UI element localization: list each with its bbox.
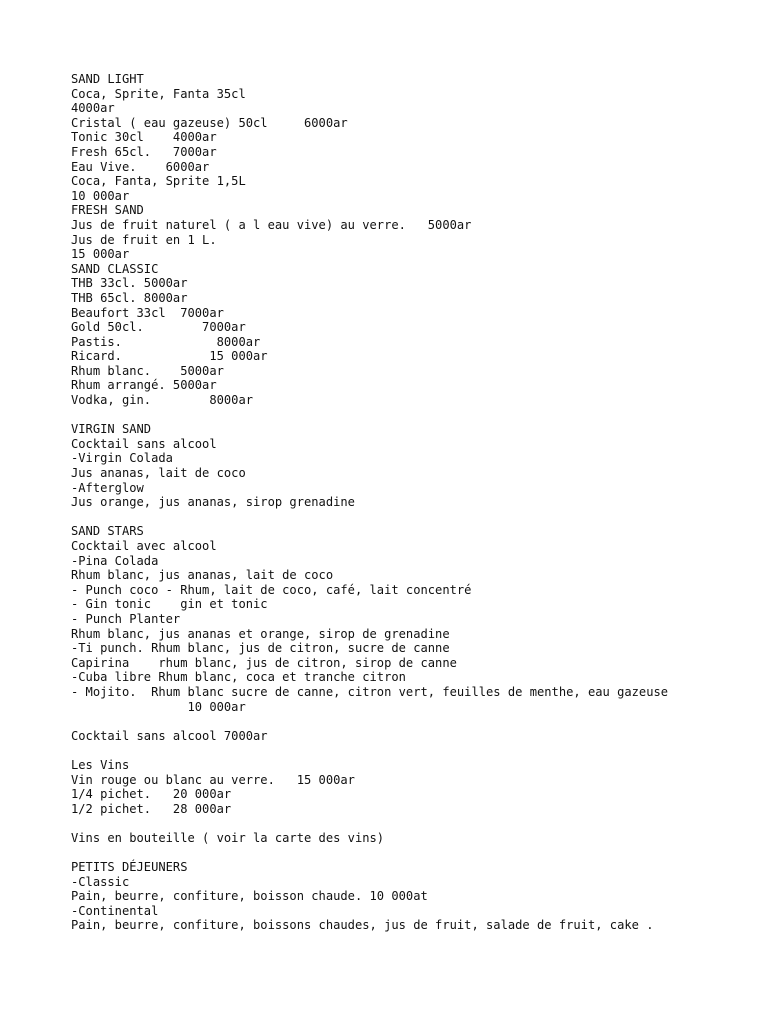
text-line: -Continental [71,903,159,918]
text-line: Rhum arrangé. 5000ar [71,378,217,393]
text-line: Pain, beurre, confiture, boisson chaude. 10 000at [71,889,428,904]
text-line: -Cuba libre Rhum blanc, coca et tranche citron [71,670,406,685]
text-line: 10 000ar [71,699,246,714]
text-line: VIRGIN SAND [71,422,152,437]
text-line: Coca, Fanta, Sprite 1,5L [71,174,246,189]
text-line: 1/2 pichet. 28 000ar [71,801,232,816]
text-line: Jus orange, jus ananas, sirop grenadine [71,495,355,510]
text-line: - Gin tonic gin et tonic [71,597,268,612]
text-line: PETITS DÉJEUNERS [71,860,188,875]
text-line: Vin rouge ou blanc au verre. 15 000ar [71,772,355,787]
blank-line [71,408,761,423]
text-line: THB 33cl. 5000ar [71,276,188,291]
text-line: Eau Vive. 6000ar [71,159,210,174]
text-line: -Afterglow [71,480,144,495]
blank-line [71,816,761,831]
text-line: 15 000ar [71,247,130,262]
text-line: Rhum blanc. 5000ar [71,363,224,378]
blank-line [71,510,761,525]
text-line: Pain, beurre, confiture, boissons chaudes, jus de fruit, salade de fruit, cake . [71,918,654,933]
menu-document [71,72,761,933]
text-line: Cocktail sans alcool [71,436,217,451]
text-line: Rhum blanc, jus ananas et orange, sirop de grenadine [71,626,450,641]
blank-line [71,845,761,860]
text-line: Gold 50cl. 7000ar [71,320,246,335]
text-line: Tonic 30cl 4000ar [71,130,217,145]
blank-line [71,743,761,758]
text-line: Beaufort 33cl 7000ar [71,305,224,320]
text-line: THB 65cl. 8000ar [71,290,188,305]
text-line: -Ti punch. Rhum blanc, jus de citron, sucre de canne [71,641,450,656]
blank-line [71,714,761,729]
text-line: SAND STARS [71,524,144,539]
text-line: Fresh 65cl. 7000ar [71,144,217,159]
text-line: SAND LIGHT [71,72,144,86]
text-line: Cocktail avec alcool [71,539,217,553]
text-line: Les Vins [71,757,130,772]
text-line: Jus ananas, lait de coco [71,466,246,481]
text-line: 4000ar [71,101,115,116]
text-line: Capirina rhum blanc, jus de citron, sirop de canne [71,655,457,670]
text-line: - Mojito. Rhum blanc sucre de canne, citron vert, feuilles de menthe, eau gazeuse [71,684,669,699]
text-line: - Punch Planter [71,611,181,626]
text-line: Cristal ( eau gazeuse) 50cl 6000ar [71,115,348,130]
text-line: Pastis. 8000ar [71,334,261,349]
text-line: -Virgin Colada [71,451,173,466]
text-line: -Pina Colada [71,553,159,568]
text-line: Vins en bouteille ( voir la carte des vins) [71,830,385,845]
text-line: Coca, Sprite, Fanta 35cl [71,86,246,101]
text-line: Jus de fruit en 1 L. [71,232,217,247]
text-line: -Classic [71,874,130,889]
text-line: Vodka, gin. 8000ar [71,393,254,408]
text-line: 1/4 pichet. 20 000ar [71,787,232,802]
text-line: FRESH SAND [71,203,144,218]
text-line: Jus de fruit naturel ( a l eau vive) au verre. 5000ar [71,217,472,232]
text-line: Ricard. 15 000ar [71,349,268,364]
text-line: Cocktail sans alcool 7000ar [71,728,268,743]
text-line: - Punch coco - Rhum, lait de coco, café, lait concentré [71,582,472,597]
text-line: Rhum blanc, jus ananas, lait de coco [71,568,334,583]
text-line: SAND CLASSIC [71,261,159,276]
text-line: 10 000ar [71,188,130,203]
